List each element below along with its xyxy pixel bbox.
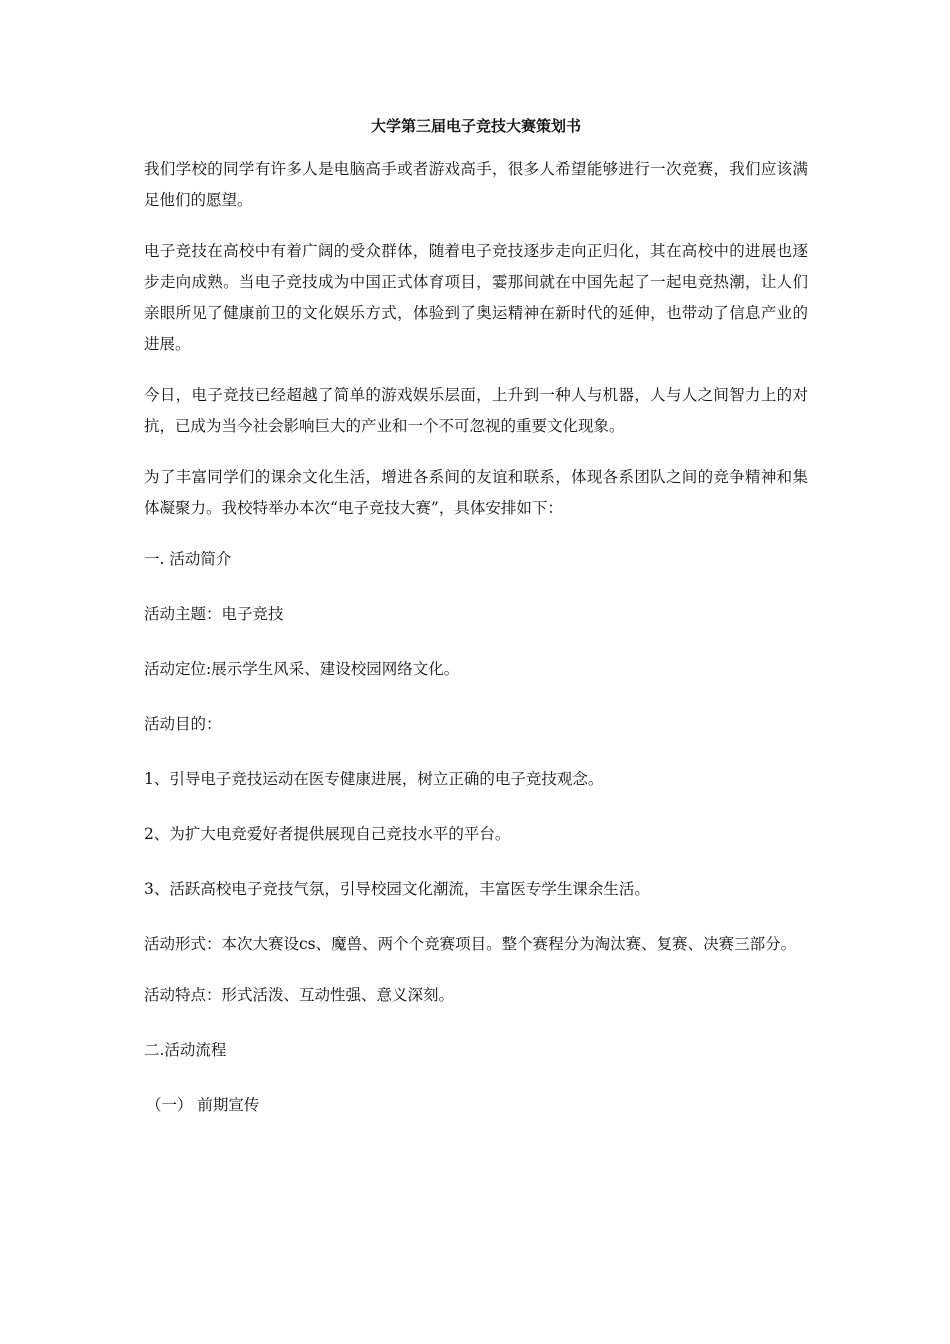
section-heading-process: 二.活动流程 [144, 1041, 227, 1059]
section-heading-overview: 一. 活动简介 [144, 550, 232, 568]
document-title: 大学第三届电子竞技大赛策划书 [370, 117, 581, 135]
paragraph-today: 今日，电子竞技已经超越了简单的游戏娱乐层面，上升到一种人与机器，人与人之间智力上的对抗，已成为当今社会影响巨大的产业和一个不可忽视的重要文化现象。 [144, 386, 808, 435]
activity-positioning: 活动定位:展示学生风采、建设校园网络文化。 [144, 660, 460, 678]
activity-goals-heading: 活动目的： [144, 715, 222, 733]
subsection-heading-promotion: （一） 前期宣传 [146, 1096, 260, 1114]
activity-goal-2: 2、为扩大电竞爱好者提供展现自己竞技水平的平台。 [144, 825, 511, 843]
activity-goal-1: 1、引导电子竞技运动在医专健康进展，树立正确的电子竞技观念。 [144, 770, 604, 788]
paragraph-purpose: 为了丰富同学们的课余文化生活，增进各系间的友谊和联系，体现各系团队之间的竞争精神和集体凝聚力。我校特举办本次“电子竞技大赛”，具体安排如下： [144, 468, 808, 517]
activity-features: 活动特点：形式活泼、互动性强、意义深刻。 [144, 986, 455, 1004]
paragraph-background: 电子竞技在高校中有着广阔的受众群体，随着电子竞技逐步走向正归化，其在高校中的进展也逐步走向成熟。当电子竞技成为中国正式体育项目，霎那间就在中国先起了一起电竞热潮，让人们亲眼所见了健康前卫的文化娱乐方式，体验到了奥运精神在新时代的延伸，也带动了信息产业的进展。 [144, 242, 808, 353]
paragraph-intro: 我们学校的同学有许多人是电脑高手或者游戏高手，很多人希望能够进行一次竞赛，我们应该满足他们的愿望。 [144, 160, 808, 209]
document-body [144, 112, 808, 1145]
activity-format: 活动形式：本次大赛设cs、魔兽、两个个竞赛项目。整个赛程分为淘汰赛、复赛、决赛三部分。 [144, 935, 797, 953]
activity-goal-3: 3、活跃高校电子竞技气氛，引导校园文化潮流，丰富医专学生课余生活。 [144, 880, 650, 898]
activity-theme: 活动主题：电子竞技 [144, 605, 284, 623]
